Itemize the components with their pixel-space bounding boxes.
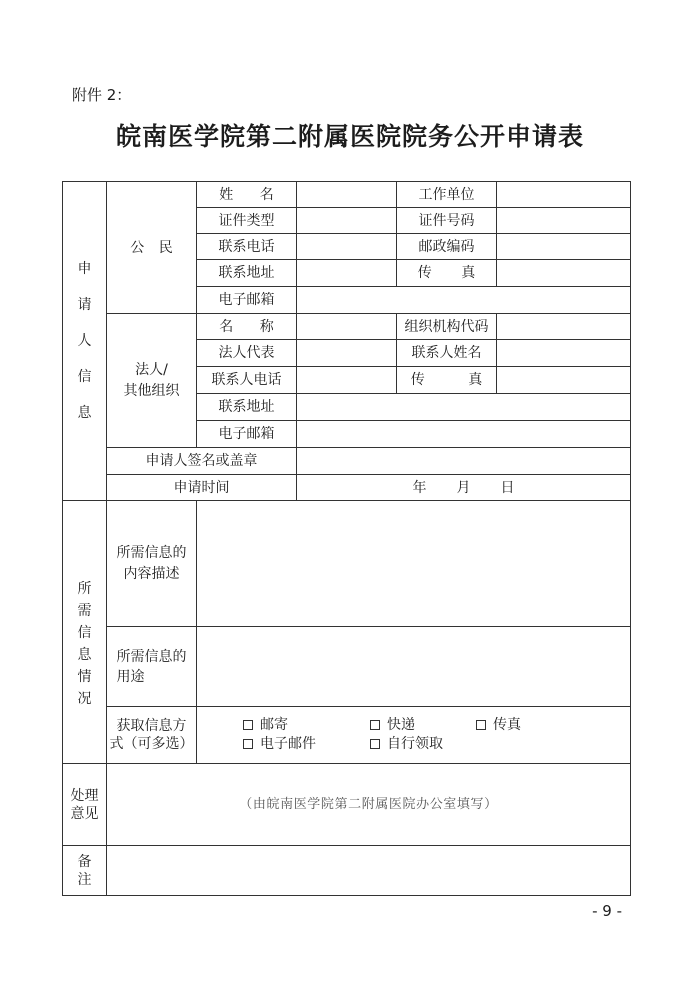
- citizen-id-number-label: 证件号码: [397, 208, 497, 234]
- day-label: 日: [500, 479, 515, 496]
- method-option-email[interactable]: [243, 735, 370, 754]
- method-option-self-pickup[interactable]: [370, 735, 476, 754]
- applicant-info-section-label: 申请人信息: [63, 182, 107, 501]
- apply-date-label: 申请时间: [107, 475, 297, 501]
- citizen-phone-field[interactable]: [297, 234, 397, 260]
- processing-opinion-label: 处理 意见: [63, 764, 107, 846]
- org-address-label: 联系地址: [197, 394, 297, 421]
- page-number: - 9 -: [592, 902, 622, 920]
- org-name-field[interactable]: [297, 314, 397, 340]
- content-description-label: 所需信息的 内容描述: [107, 501, 197, 627]
- purpose-label: 所需信息的 用途: [107, 627, 197, 707]
- method-label-mail: 邮寄: [260, 717, 288, 733]
- citizen-fax-field[interactable]: [497, 260, 631, 287]
- citizen-id-number-field[interactable]: [497, 208, 631, 234]
- citizen-address-field[interactable]: [297, 260, 397, 287]
- attachment-label: 附件 2：: [72, 86, 132, 104]
- processing-note: （由皖南医学院第二附属医院办公室填写）: [239, 797, 498, 812]
- citizen-work-unit-field[interactable]: [497, 182, 631, 208]
- citizen-address-label: 联系地址: [197, 260, 297, 287]
- year-label: 年: [412, 479, 427, 496]
- application-form-table: [62, 181, 631, 896]
- signature-field[interactable]: [297, 448, 631, 475]
- org-contact-name-field[interactable]: [497, 340, 631, 367]
- method-label-express: 快递: [387, 717, 415, 733]
- citizen-email-field[interactable]: [297, 287, 631, 314]
- checkbox-express[interactable]: [370, 720, 380, 730]
- info-needed-section-label: 所需信息情况: [63, 501, 107, 764]
- citizen-id-type-field[interactable]: [297, 208, 397, 234]
- org-code-field[interactable]: [497, 314, 631, 340]
- method-label-email: 电子邮件: [260, 736, 316, 752]
- citizen-work-unit-label: 工作单位: [397, 182, 497, 208]
- signature-label: 申请人签名或盖章: [107, 448, 297, 475]
- citizen-phone-label: 联系电话: [197, 234, 297, 260]
- org-email-label: 电子邮箱: [197, 421, 297, 448]
- citizen-postcode-label: 邮政编码: [397, 234, 497, 260]
- org-address-field[interactable]: [297, 394, 631, 421]
- org-code-label: 组织机构代码: [397, 314, 497, 340]
- checkbox-fax[interactable]: [476, 720, 486, 730]
- citizen-email-label: 电子邮箱: [197, 287, 297, 314]
- access-method-label: 获取信息方 式（可多选）: [107, 707, 197, 764]
- remarks-field[interactable]: [107, 846, 631, 896]
- org-email-field[interactable]: [297, 421, 631, 448]
- citizen-postcode-field[interactable]: [497, 234, 631, 260]
- remarks-label: 备 注: [63, 846, 107, 896]
- org-fax-field[interactable]: [497, 367, 631, 394]
- org-fax-label: 传 真: [397, 367, 497, 394]
- processing-opinion-field[interactable]: [107, 764, 631, 846]
- method-label-fax: 传真: [493, 717, 521, 733]
- organization-group-label: 法人/ 其他组织: [107, 314, 197, 448]
- method-option-express[interactable]: [370, 716, 476, 735]
- citizen-name-label: 姓 名: [197, 182, 297, 208]
- org-name-label: 名 称: [197, 314, 297, 340]
- checkbox-mail[interactable]: [243, 720, 253, 730]
- org-legal-rep-label: 法人代表: [197, 340, 297, 367]
- method-option-fax[interactable]: [476, 716, 576, 735]
- citizen-id-type-label: 证件类型: [197, 208, 297, 234]
- org-contact-phone-label: 联系人电话: [197, 367, 297, 394]
- org-contact-name-label: 联系人姓名: [397, 340, 497, 367]
- method-label-self-pickup: 自行领取: [387, 736, 443, 752]
- method-option-mail[interactable]: [243, 716, 370, 735]
- citizen-fax-label: 传 真: [397, 260, 497, 287]
- org-legal-rep-field[interactable]: [297, 340, 397, 367]
- purpose-field[interactable]: [197, 627, 631, 707]
- access-method-options: [197, 707, 631, 764]
- checkbox-email[interactable]: [243, 739, 253, 749]
- citizen-group-label: 公 民: [107, 182, 197, 314]
- apply-date-field[interactable]: [297, 475, 631, 501]
- month-label: 月: [456, 479, 471, 496]
- citizen-name-field[interactable]: [297, 182, 397, 208]
- checkbox-self-pickup[interactable]: [370, 739, 380, 749]
- form-title: 皖南医学院第二附属医院院务公开申请表: [115, 122, 584, 151]
- org-contact-phone-field[interactable]: [297, 367, 397, 394]
- content-description-field[interactable]: [197, 501, 631, 627]
